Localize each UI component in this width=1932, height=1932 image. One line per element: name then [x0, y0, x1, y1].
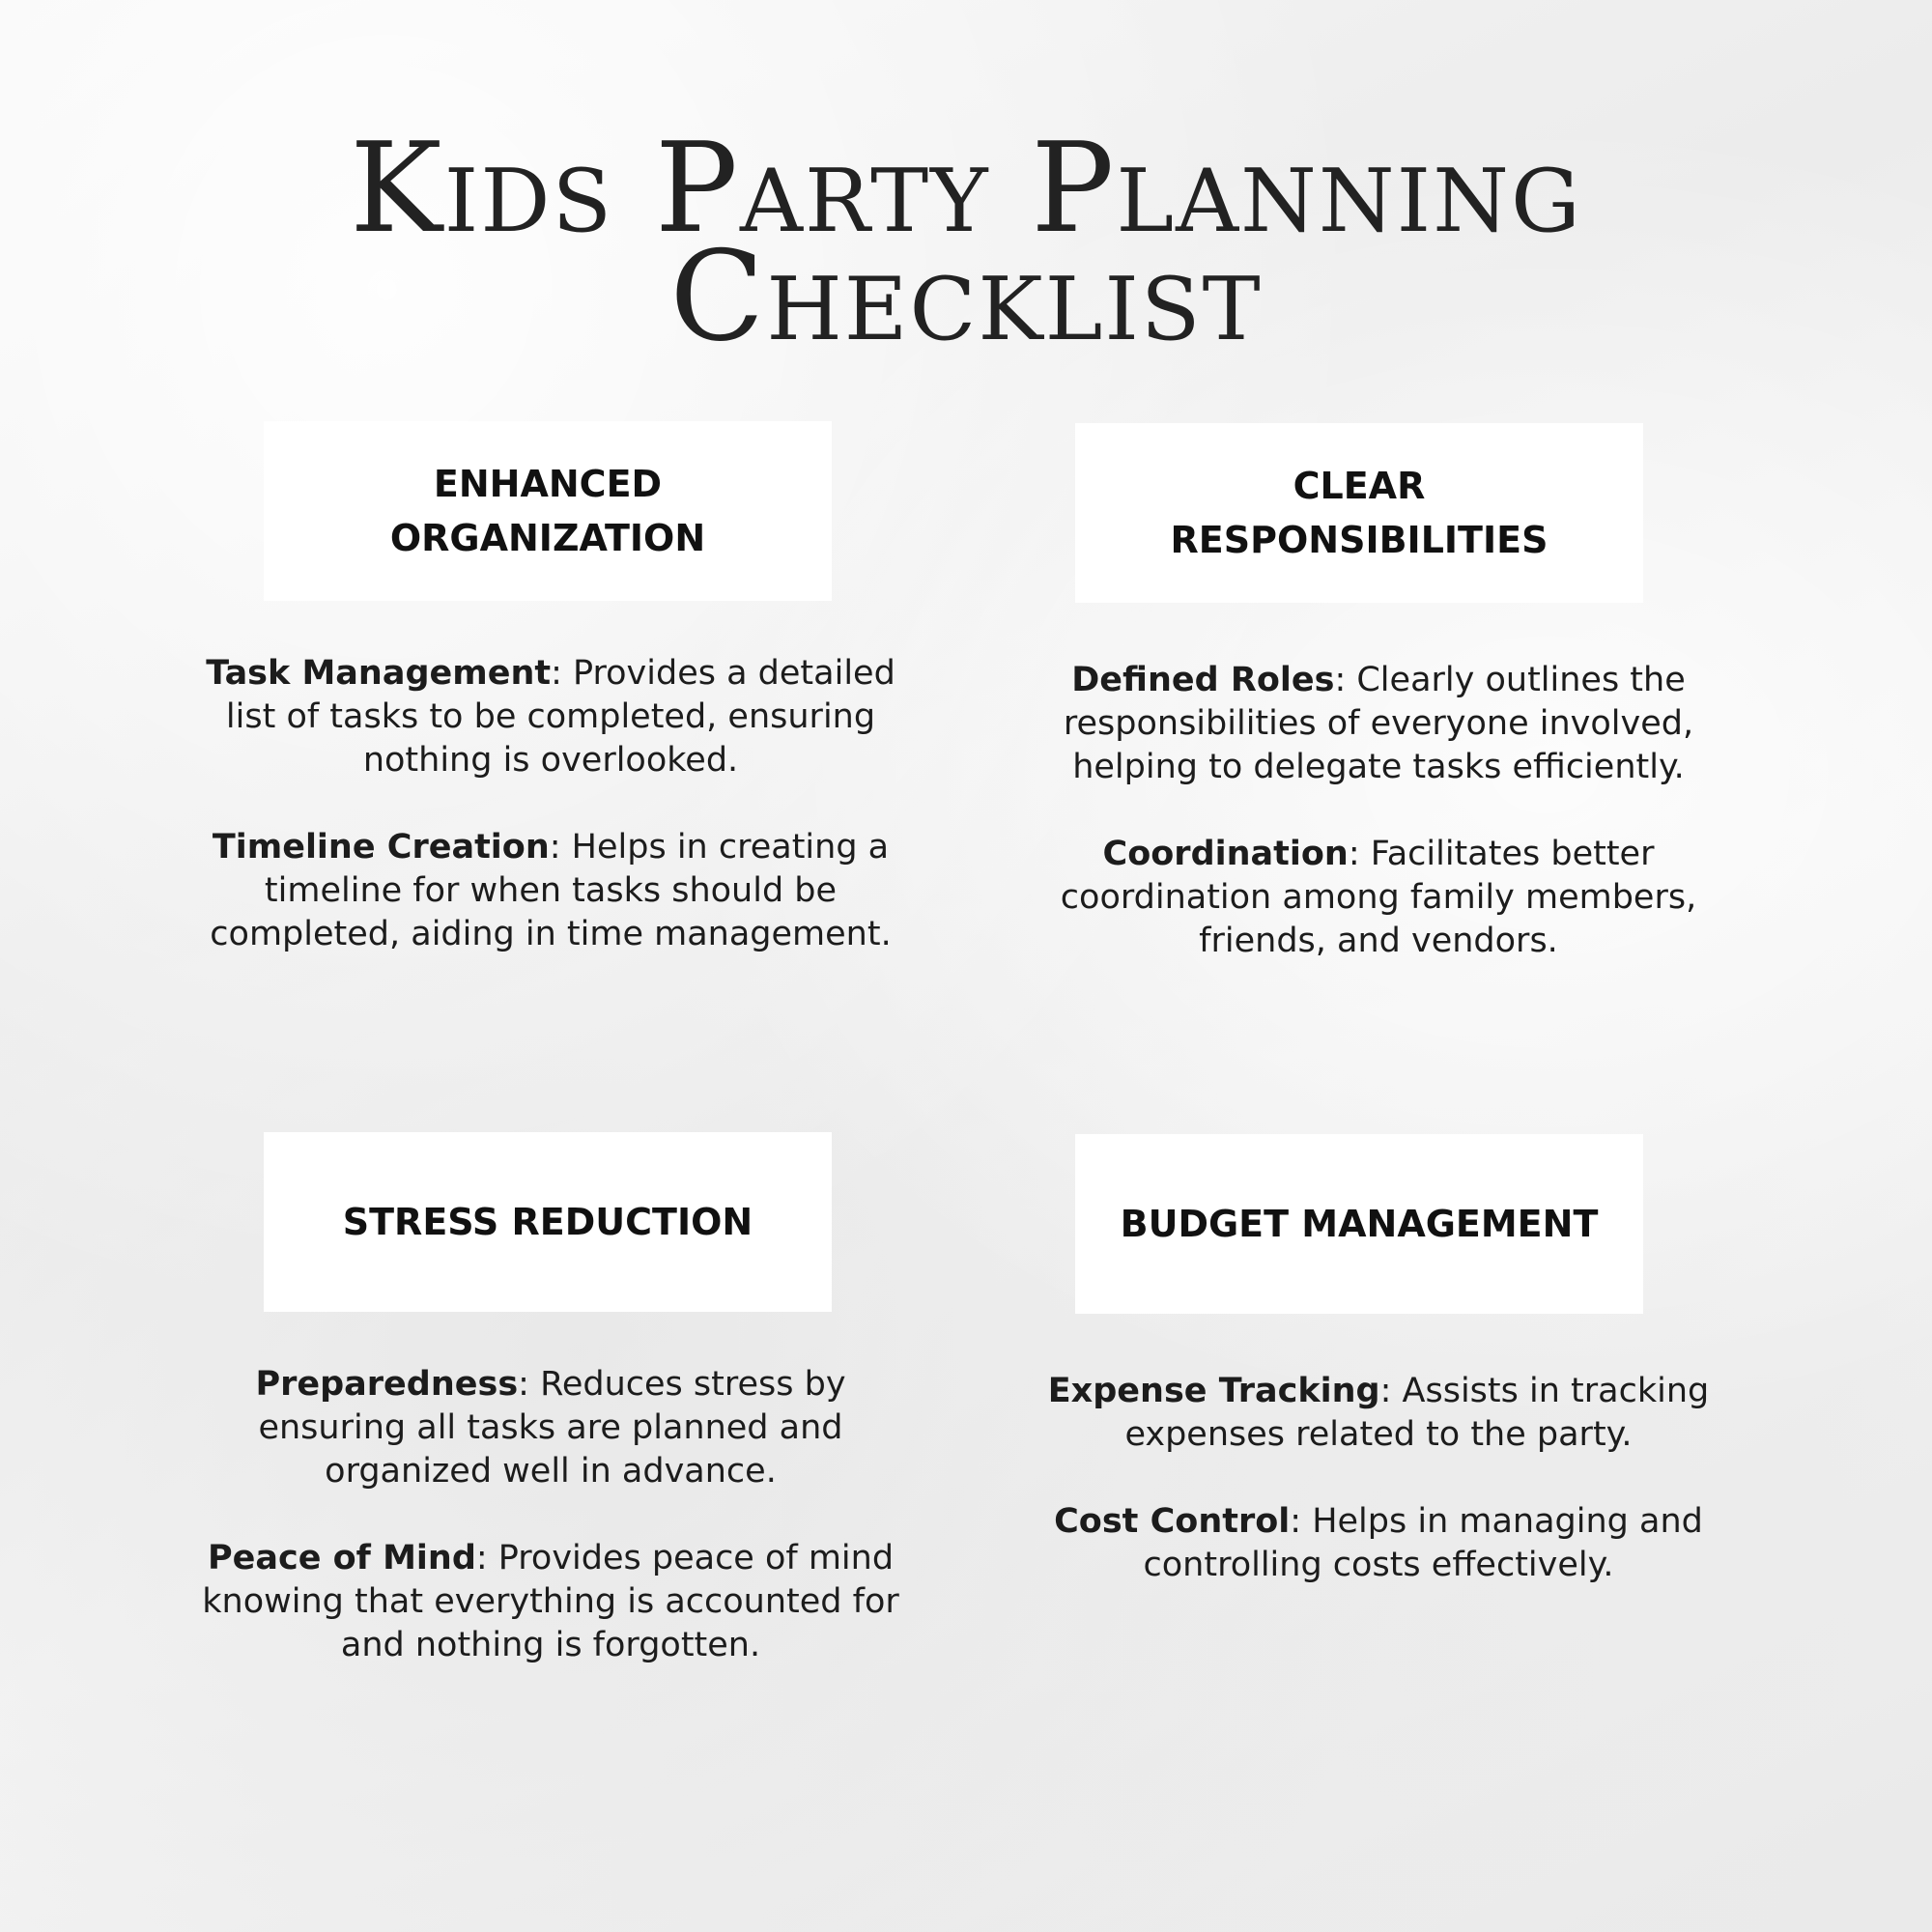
section-heading-line1: BUDGET MANAGEMENT — [1120, 1203, 1599, 1245]
item-description: : Helps in managing and controlling costs effectively. — [1143, 1502, 1703, 1584]
section-body-enhanced-organization — [184, 652, 918, 956]
page-title-line2: Checklist — [669, 225, 1263, 369]
page-title-line1: Kids Party Planning — [350, 117, 1582, 261]
item-term: Task Management — [206, 654, 552, 693]
section-body-budget-management — [1011, 1370, 1746, 1587]
item-description: : Reduces stress by ensuring all tasks are planned and organized well in advance. — [258, 1365, 846, 1491]
section-heading-line2: ORGANIZATION — [389, 517, 706, 559]
list-item — [1011, 1500, 1746, 1587]
section-heading-line2: RESPONSIBILITIES — [1170, 519, 1548, 561]
list-item — [184, 1363, 918, 1493]
section-heading-line1: STRESS REDUCTION — [342, 1201, 753, 1243]
section-body-stress-reduction — [184, 1363, 918, 1667]
item-description: : Provides a detailed list of tasks to be completed, ensuring nothing is overlooked. — [225, 654, 895, 780]
item-description: : Clearly outlines the responsibilities of everyone involved, helping to delegate tasks efficiently. — [1063, 661, 1694, 786]
section-heading-card-enhanced-organization — [264, 421, 832, 601]
section-body-clear-responsibilities — [1011, 659, 1746, 963]
item-term: Preparedness — [255, 1365, 519, 1404]
list-item — [184, 826, 918, 956]
section-heading-card-clear-responsibilities — [1075, 423, 1643, 603]
page-title — [0, 117, 1932, 369]
section-heading-card-stress-reduction — [264, 1132, 832, 1312]
section-heading-card-budget-management — [1075, 1134, 1643, 1314]
section-heading-line1: CLEAR — [1293, 465, 1426, 507]
item-term: Cost Control — [1054, 1502, 1291, 1541]
list-item — [184, 652, 918, 782]
list-item — [1011, 1370, 1746, 1457]
item-description: : Facilitates better coordination among family members, friends, and vendors. — [1060, 835, 1697, 960]
list-item — [1011, 833, 1746, 963]
item-term: Timeline Creation — [212, 828, 550, 867]
item-description: : Provides peace of mind knowing that everything is accounted for and nothing is forgotten. — [202, 1539, 899, 1664]
item-term: Defined Roles — [1071, 661, 1335, 699]
item-description: : Assists in tracking expenses related to the party. — [1124, 1372, 1710, 1454]
item-term: Expense Tracking — [1047, 1372, 1380, 1410]
list-item — [184, 1537, 918, 1667]
item-term: Peace of Mind — [207, 1539, 476, 1577]
section-heading-line1: ENHANCED — [433, 463, 663, 505]
item-description: : Helps in creating a timeline for when tasks should be completed, aiding in time management. — [210, 828, 892, 953]
list-item — [1011, 659, 1746, 789]
item-term: Coordination — [1102, 835, 1349, 873]
